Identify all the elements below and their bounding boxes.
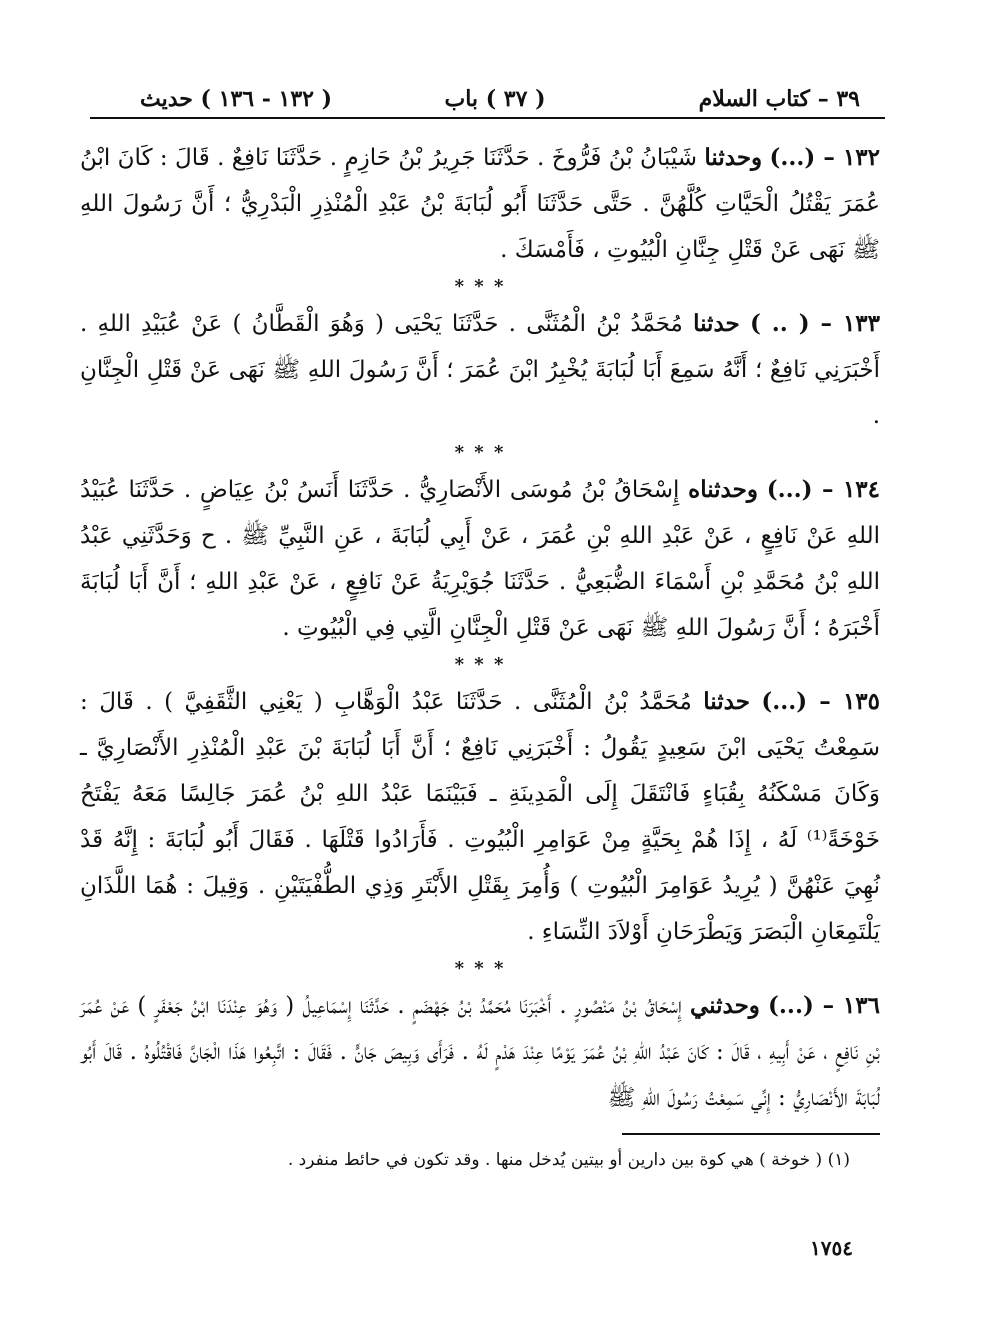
hadith-keyword: وحدثني	[690, 992, 760, 1019]
section-separator: * * *	[454, 654, 506, 675]
section-separator: * * *	[454, 958, 506, 979]
hadith-keyword: وحدثنا	[704, 144, 763, 171]
running-header	[110, 78, 880, 118]
hadith-number: ١٣٥ – (...)	[761, 688, 881, 715]
section-separator: * * *	[454, 276, 506, 297]
header-chapter: ( ٣٧ ) باب	[444, 86, 546, 112]
hadith-keyword: وحدثناه	[688, 476, 758, 503]
hadith-keyword: حدثنا	[693, 310, 740, 337]
hadith-number: ١٣٣ – ( .. )	[749, 310, 881, 337]
hadith-number: ١٣٦ – (...)	[768, 992, 881, 1019]
header-divider	[90, 117, 885, 119]
page-number: ١٧٥٤	[810, 1236, 853, 1260]
hadith-132	[80, 135, 880, 273]
hadith-text: مُحَمَّدُ بْنُ الْمُثَنَّى . حَدَّثَنَا عَبْدُ الْوَهَّابِ ( يَعْنِي الثَّقَفِيَّ ) . قَالَ : سَمِعْتُ يَحْيَى ابْنَ سَعِيدٍ يَقُولُ : أَخْبَرَنِي نَافِعٌ ؛ أَنَّ أَبَا لُبَابَةَ بْنَ عَبْدِ الْمُنْذِرِ الأَنْصَارِيَّ ـ وَكَانَ مَسْكَنُهُ بِقُبَاءٍ فَانْتَقَلَ إِلَى الْمَدِينَةِ ـ فَبَيْنَمَا عَبْدُ اللهِ بْنُ عُمَرَ جَالِسًا مَعَهُ يَفْتَحُ خَوْخَةً⁽¹⁾ لَهُ ، إِذَا هُمْ بِحَيَّةٍ مِنْ عَوَامِرِ الْبُيُوتِ . فَأَرَادُوا قَتْلَهَا . فَقَالَ أَبُو لُبَابَةَ : إِنَّهُ قَدْ نُهِيَ عَنْهُنَّ ( يُرِيدُ عَوَامِرَ الْبُيُوتِ ) وَأُمِرَ بِقَتْلِ الأَبْتَرِ وَذِي الطُّفْيَتَيْنِ . وَقِيلَ : هُمَا اللَّذَانِ يَلْتَمِعَانِ الْبَصَرَ وَيَطْرَحَانِ أَوْلاَدَ النِّسَاءِ .	[80, 689, 880, 945]
section-separator: * * *	[454, 442, 506, 463]
hadith-text: مُحَمَّدُ بْنُ الْمُثَنَّى . حَدَّثَنَا يَحْيَى ( وَهُوَ الْقَطَّانُ ) عَنْ عُبَيْدِ اللهِ . أَخْبَرَنِي نَافِعٌ ؛ أَنَّهُ سَمِعَ أَبَا لُبَابَةَ يُخْبِرُ ابْنَ عُمَرَ ؛ أَنَّ رَسُولَ اللهِ ﷺ نَهَى عَنْ قَتْلِ الْجِنَّانِ .	[80, 311, 880, 429]
header-book-title: ٣٩ – كتاب السلام	[698, 86, 860, 112]
header-hadith-range: ( ١٣٢ - ١٣٦ ) حديث	[140, 86, 333, 112]
hadith-134	[80, 467, 880, 651]
hadith-number: ١٣٤ – (...)	[766, 476, 880, 503]
hadith-text: إِسْحَاقُ بْنُ مَنْصُورٍ . أَخْبَرَنَا مُحَمَّدُ بْنُ جَهْضَمٍ . حَدَّثَنَا إِسْمَاعِيلُ ( وَهُوَ عِنْدَنَا ابْنُ جَعْفَرٍ ) عَنْ عُمَرَ بْنِ نَافِعٍ ، عَنْ أَبِيهِ ، قَالَ : كَانَ عَبْدُ اللهِ بْنُ عُمَرَ يَوْمًا عِنْدَ هَدْمٍ لَهُ . فَرَأَى وَبِيصَ جَانٍّ . فَقَالَ : اتَّبِعُوا هَذَا الْجَانَّ فَاقْتُلُوهُ . قَالَ أَبُو لُبَابَةَ الأَنْصَارِيُّ : إِنِّي سَمِعْتُ رَسُولَ اللهِ ﷺ	[80, 993, 880, 1111]
footnote-divider	[622, 1133, 880, 1135]
main-text	[80, 135, 880, 1121]
hadith-133	[80, 301, 880, 439]
hadith-text: إِسْحَاقُ بْنُ مُوسَى الأَنْصَارِيُّ . حَدَّثَنَا أَنَسُ بْنُ عِيَاضٍ . حَدَّثَنَا عُبَيْدُ اللهِ عَنْ نَافِعٍ ، عَنْ عَبْدِ اللهِ بْنِ عُمَرَ ، عَنْ أَبِي لُبَابَةَ ، عَنِ النَّبِيِّ ﷺ . ح وَحَدَّثَنِي عَبْدُ اللهِ بْنُ مُحَمَّدِ بْنِ أَسْمَاءَ الضُّبَعِيُّ . حَدَّثَنَا جُوَيْرِيَةُ عَنْ نَافِعٍ ، عَنْ عَبْدِ اللهِ ؛ أَنَّ أَبَا لُبَابَةَ أَخْبَرَهُ ؛ أَنَّ رَسُولَ اللهِ ﷺ نَهَى عَنْ قَتْلِ الْجِنَّانِ الَّتِي فِي الْبُيُوتِ .	[80, 477, 880, 641]
hadith-135	[80, 679, 880, 955]
hadith-number: ١٣٢ – (...)	[769, 144, 881, 171]
footnote: (١) ( خوخة ) هي كوة بين دارين أو بيتين يُدخل منها . وقد تكون في حائط منفرد .	[287, 1150, 850, 1170]
hadith-text: شَيْبَانُ بْنُ فَرُّوخَ . حَدَّثَنَا جَرِيرُ بْنُ حَازِمٍ . حَدَّثَنَا نَافِعٌ . قَالَ : كَانَ ابْنُ عُمَرَ يَقْتُلُ الْحَيَّاتِ كُلَّهُنَّ . حَتَّى حَدَّثَنَا أَبُو لُبَابَةَ بْنُ عَبْدِ الْمُنْذِرِ الْبَدْرِيُّ ؛ أَنَّ رَسُولَ اللهِ ﷺ نَهَى عَنْ قَتْلِ جِنَّانِ الْبُيُوتِ ، فَأَمْسَكَ .	[80, 145, 880, 263]
hadith-keyword: حدثنا	[703, 688, 750, 715]
hadith-136	[80, 983, 880, 1121]
